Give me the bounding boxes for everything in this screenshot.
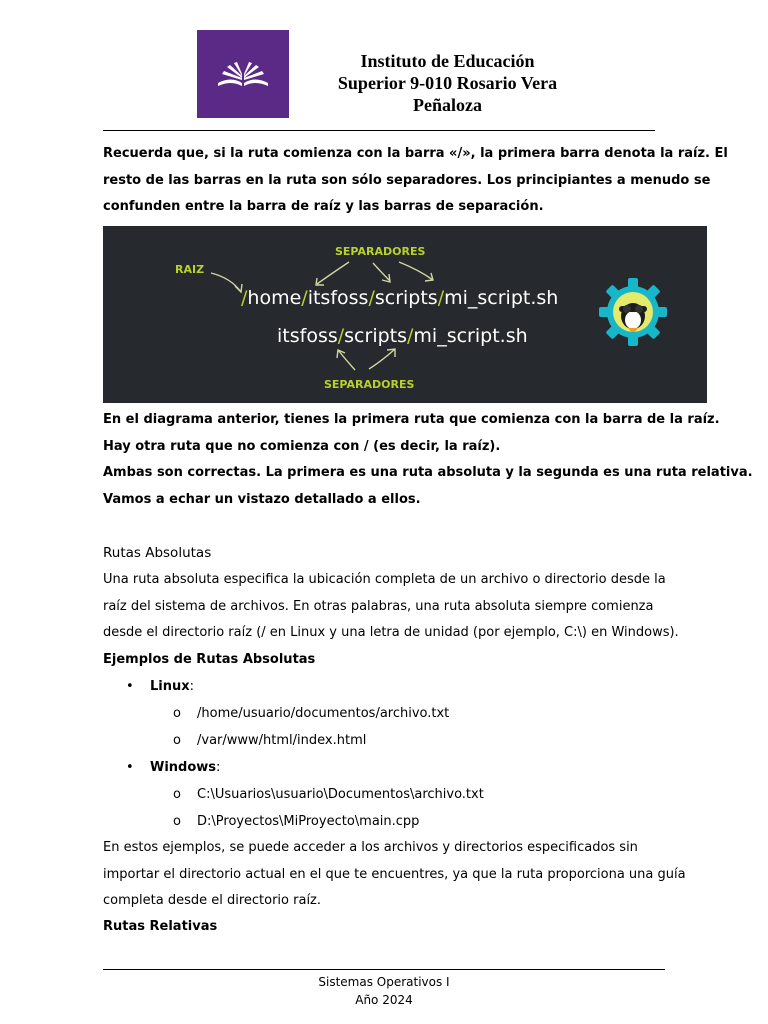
footer-course: Sistemas Operativos I bbox=[318, 975, 450, 989]
path-slash: / bbox=[368, 287, 375, 309]
path-segment: mi_script.sh bbox=[444, 287, 559, 309]
windows-label-row: Windows: bbox=[150, 760, 221, 775]
path-segment: scripts bbox=[344, 325, 408, 347]
absolute-paths-heading: Rutas Absolutas bbox=[103, 545, 212, 561]
path-segment: itsfoss bbox=[277, 325, 338, 347]
open-book-icon bbox=[197, 30, 289, 118]
intro-line: resto de las barras en la ruta son sólo separadores. Los principiantes a menudo se bbox=[103, 172, 711, 188]
relative-paths-heading: Rutas Relativas bbox=[103, 919, 218, 934]
explanation-line: Ambas son correctas. La primera es una ruta absoluta y la segunda es una ruta relativa. bbox=[103, 465, 753, 480]
institution-logo bbox=[197, 30, 289, 118]
explanation-line: Vamos a echar un vistazo detallado a ellos. bbox=[103, 491, 421, 507]
relative-path bbox=[277, 325, 528, 347]
institution-line: Peñaloza bbox=[413, 95, 482, 115]
closing-line: En estos ejemplos, se puede acceder a los archivos y directorios especificados sin bbox=[103, 840, 638, 855]
path-diagram bbox=[103, 226, 707, 403]
examples-heading: Ejemplos de Rutas Absolutas bbox=[103, 652, 316, 667]
windows-example: C:\Usuarios\usuario\Documentos\archivo.txt bbox=[197, 787, 484, 802]
path-slash: / bbox=[437, 287, 445, 309]
circle-bullet-icon: o bbox=[173, 733, 181, 748]
diagram-explanation bbox=[103, 407, 753, 513]
intro-line: Recuerda que, si la ruta comienza con la barra «/», la primera barra denota la raíz. El bbox=[103, 146, 728, 161]
linux-label-row: Linux: bbox=[150, 679, 195, 694]
footer-year: Año 2024 bbox=[355, 993, 413, 1007]
path-slash: / bbox=[337, 325, 345, 347]
circle-bullet-icon: o bbox=[173, 787, 181, 802]
absolute-path bbox=[241, 287, 558, 309]
separators-label-bottom: SEPARADORES bbox=[324, 378, 415, 391]
institution-line: Instituto de Educación bbox=[360, 51, 535, 71]
linux-label: Linux bbox=[150, 679, 190, 694]
linux-example: /var/www/html/index.html bbox=[197, 733, 367, 748]
windows-example: D:\Proyectos\MiProyecto\main.cpp bbox=[197, 814, 420, 829]
windows-label: Windows bbox=[150, 760, 217, 775]
closing-line: completa desde el directorio raíz. bbox=[103, 893, 322, 908]
path-slash: / bbox=[241, 287, 248, 309]
bullet-icon: • bbox=[126, 760, 134, 775]
path-slash: / bbox=[407, 325, 414, 347]
footer-divider bbox=[103, 969, 665, 970]
root-label: RAIZ bbox=[175, 263, 205, 276]
path-segment: itsfoss bbox=[307, 287, 369, 309]
path-slash: / bbox=[301, 287, 308, 309]
intro-paragraph bbox=[103, 141, 728, 221]
bullet-icon: • bbox=[126, 679, 134, 694]
header-divider bbox=[103, 130, 655, 131]
path-segment: scripts bbox=[374, 287, 438, 309]
linux-example: /home/usuario/documentos/archivo.txt bbox=[197, 706, 450, 721]
body-line: raíz del sistema de archivos. En otras palabras, una ruta absoluta siempre comienza bbox=[103, 598, 654, 614]
arrows bbox=[211, 262, 433, 370]
absolute-paths-body bbox=[103, 567, 679, 647]
absolute-paths-closing bbox=[103, 835, 686, 915]
circle-bullet-icon: o bbox=[173, 706, 181, 721]
institution-name bbox=[300, 50, 595, 116]
separators-label-top: SEPARADORES bbox=[335, 245, 426, 258]
circle-bullet-icon: o bbox=[173, 814, 181, 829]
institution-line: Superior 9-010 Rosario Vera bbox=[337, 73, 558, 93]
gear-logo-icon bbox=[599, 278, 667, 346]
body-line: desde el directorio raíz (/ en Linux y una letra de unidad (por ejemplo, C:\) en Windows). bbox=[103, 625, 679, 640]
explanation-line: En el diagrama anterior, tienes la primera ruta que comienza con la barra de la raíz. bbox=[103, 412, 720, 427]
path-segment: home bbox=[247, 287, 302, 309]
closing-line: importar el directorio actual en el que te encuentres, ya que la ruta proporciona una guía bbox=[103, 866, 686, 882]
intro-line: confunden entre la barra de raíz y las barras de separación. bbox=[103, 199, 544, 214]
path-segment: mi_script.sh bbox=[413, 325, 528, 347]
explanation-line: Hay otra ruta que no comienza con / (es decir, la raíz). bbox=[103, 438, 501, 454]
body-line: Una ruta absoluta especifica la ubicación completa de un archivo o directorio desde la bbox=[103, 572, 666, 587]
